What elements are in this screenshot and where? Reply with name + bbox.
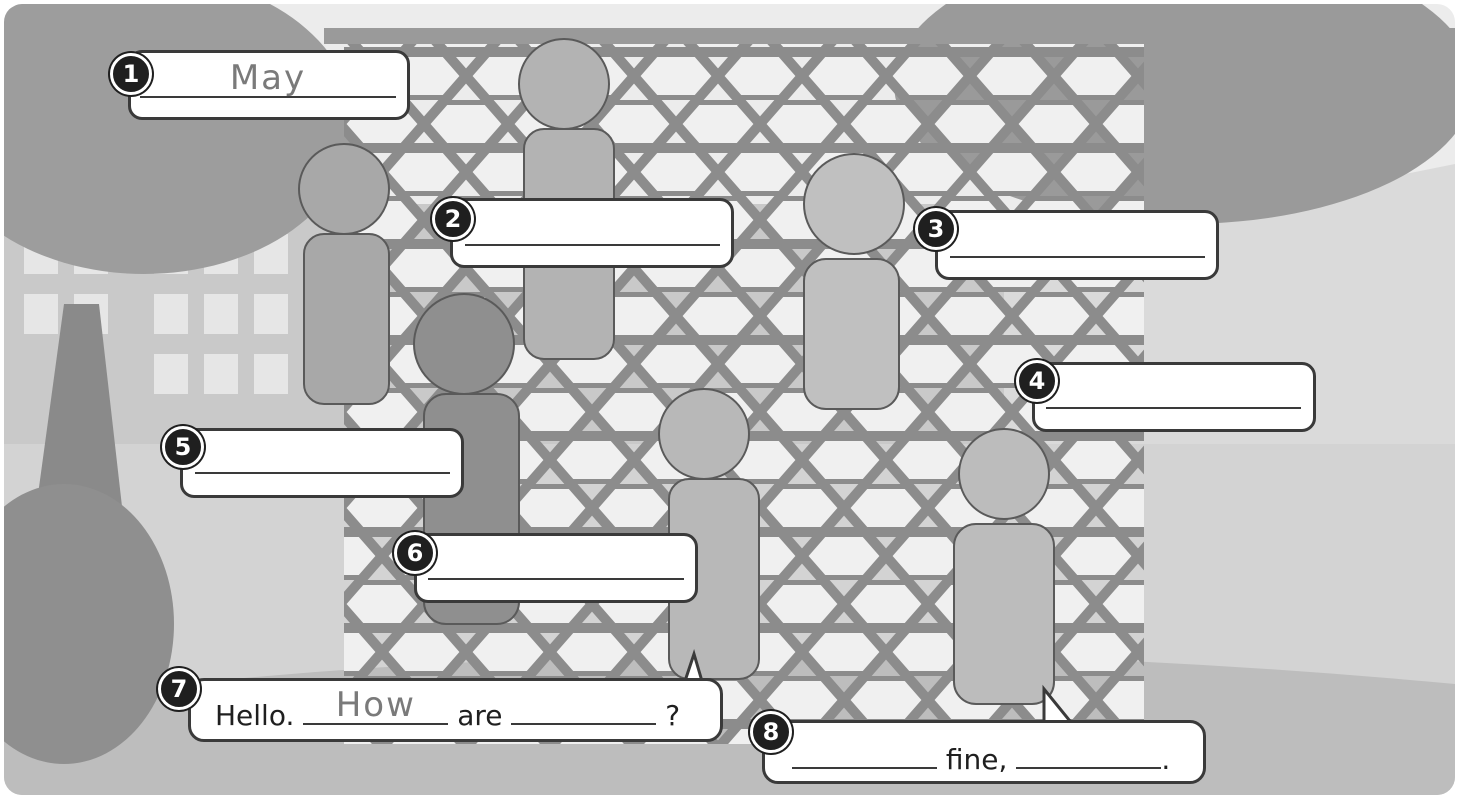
sentence-8 (792, 737, 1170, 776)
answer-line-1[interactable] (140, 96, 396, 98)
child-figure-icon (299, 144, 389, 404)
answer-box-4 (1032, 362, 1316, 432)
item-number-6: 6 (394, 532, 436, 574)
item-number-3: 3 (915, 208, 957, 250)
answer-blank-8a[interactable] (792, 737, 937, 769)
answer-line-5[interactable] (195, 472, 450, 474)
item-number-1: 1 (110, 53, 152, 95)
child-figure-icon (954, 429, 1054, 704)
child-figure-icon (804, 154, 904, 409)
question-mark: ? (665, 699, 681, 732)
answer-box-2 (450, 198, 734, 268)
word-fine: fine, (945, 743, 1008, 776)
answer-1-handwritten: May (229, 58, 307, 98)
item-number-2: 2 (432, 198, 474, 240)
answer-line-4[interactable] (1046, 407, 1301, 409)
sentence-7 (215, 685, 681, 732)
answer-line-2[interactable] (465, 244, 720, 246)
word-hello: Hello. (215, 699, 295, 732)
item-number-8: 8 (750, 711, 792, 753)
answer-box-5 (180, 428, 464, 498)
answer-box-6 (414, 533, 698, 603)
answer-line-3[interactable] (950, 256, 1205, 258)
full-stop: . (1161, 743, 1171, 776)
item-number-7: 7 (158, 668, 200, 710)
item-number-4: 4 (1016, 360, 1058, 402)
answer-line-6[interactable] (428, 578, 684, 580)
answer-blank-7b[interactable] (511, 693, 656, 725)
word-are: are (457, 699, 503, 732)
item-number-5: 5 (162, 426, 204, 468)
answer-7a-handwritten: How (335, 685, 416, 725)
answer-blank-8b[interactable] (1016, 737, 1161, 769)
answer-blank-7a[interactable] (303, 685, 448, 725)
answer-box-3 (935, 210, 1219, 280)
